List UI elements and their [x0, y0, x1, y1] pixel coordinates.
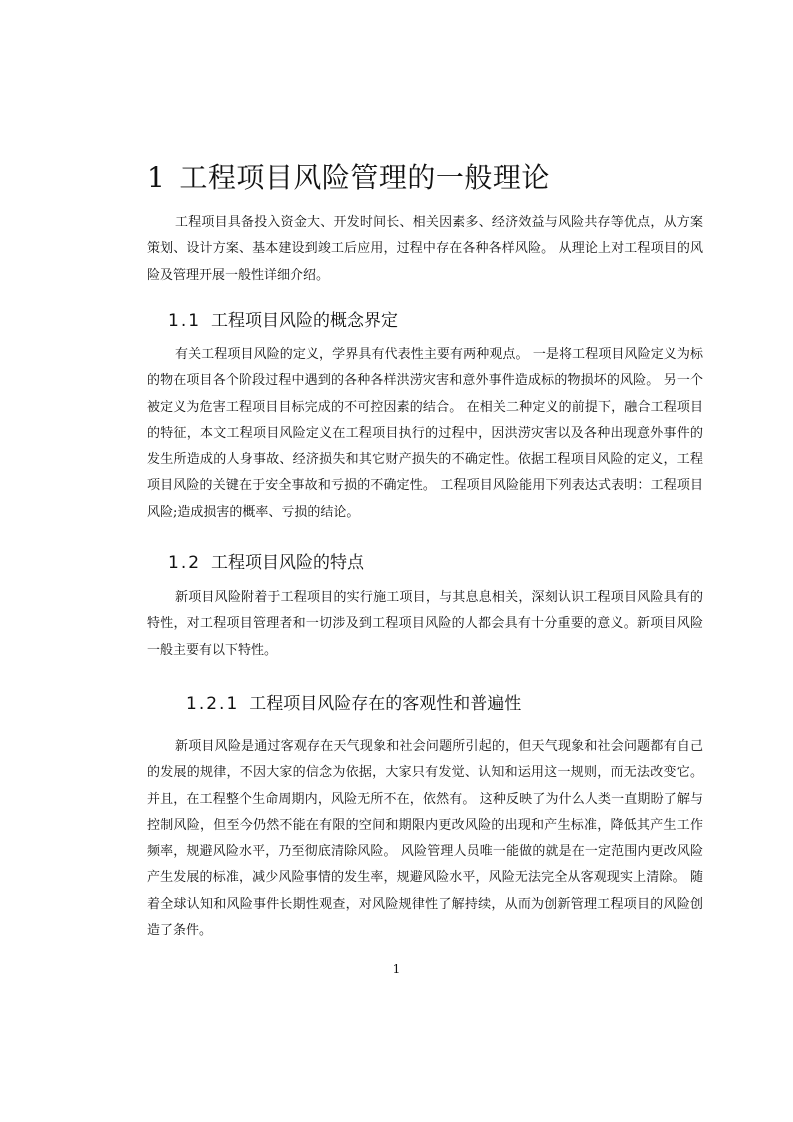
section-1-1-number: 1.1 [168, 311, 202, 331]
chapter-heading [147, 156, 550, 196]
section-1-2-1-title: 工程项目风险存在的客观性和普遍性 [249, 694, 522, 714]
intro-paragraph: 工程项目具备投入资金大、开发时间长、相关因素多、经济效益与风险共存等优点，从方案策划、设计方案、基本建设到竣工后应用，过程中存在各种各样风险。 从理论上对工程项目的风险及管理开展一般性详细介绍。 [147, 215, 703, 283]
section-1-2-number: 1.2 [168, 553, 202, 573]
section-1-1-paragraph: 有关工程项目风险的定义，学界具有代表性主要有两种观点。 一是将工程项目风险定义为标的物在项目各个阶段过程中遇到的各种各样洪涝灾害和意外事件造成标的物损坏的风险。 另一个被定义为危害工程项目目标完成的不可控因素的结合。 在相关二种定义的前提下，融合工程项目的特征，本文工程项目风险定义在工程项目执行的过程中，因洪涝灾害以及各种出现意外事件的发生所造成的人身事故、经济损失和其它财产损失的不确定性。依据工程项目风险的定义，工程项目风险的关键在于安全事故和亏损的不确定性。 工程项目风险能用下列表达式表明：工程项目风险;造成损害的概率、亏损的结论。 [147, 347, 703, 520]
section-1-2-1-heading [186, 689, 521, 714]
section-1-1-title: 工程项目风险的概念界定 [211, 311, 399, 331]
chapter-title: 工程项目风险管理的一般理论 [179, 161, 550, 194]
section-1-2-1-paragraph: 新项目风险是通过客观存在天气现象和社会问题所引起的，但天气现象和社会问题都有自己的发展的规律，不因大家的信念为依据，大家只有发觉、认知和运用这一规则，而无法改变它。 并且，在工程整个生命周期内，风险无所不在，依然有。 这种反映了为什么人类一直期盼了解与控制风险，但至今仍然不能在有限的空间和期限内更改风险的出现和产生标准，降低其产生工作频率，规避风险水平，乃至彻底清除风险。 风险管理人员唯一能做的就是在一定范围内更改风险产生发展的标准，减少风险事情的发生率，规避风险水平，风险无法完全从客观现实上清除。 随着全球认知和风险事件长期性观查，对风险规律性了解持续，从而为创新管理工程项目的风险创造了条件。 [147, 739, 703, 939]
section-1-1-heading [168, 306, 398, 331]
section-1-2-1-number: 1.2.1 [186, 694, 240, 714]
chapter-number: 1 [147, 161, 166, 194]
section-1-2-heading [168, 548, 364, 573]
page-number: 1 [392, 962, 401, 976]
section-1-2-title: 工程项目风险的特点 [211, 553, 365, 573]
section-1-2-paragraph: 新项目风险附着于工程项目的实行施工项目，与其息息相关，深刻认识工程项目风险具有的特性，对工程项目管理者和一切涉及到工程项目风险的人都会具有十分重要的意义。新项目风险一般主要有以下特性。 [147, 590, 703, 658]
